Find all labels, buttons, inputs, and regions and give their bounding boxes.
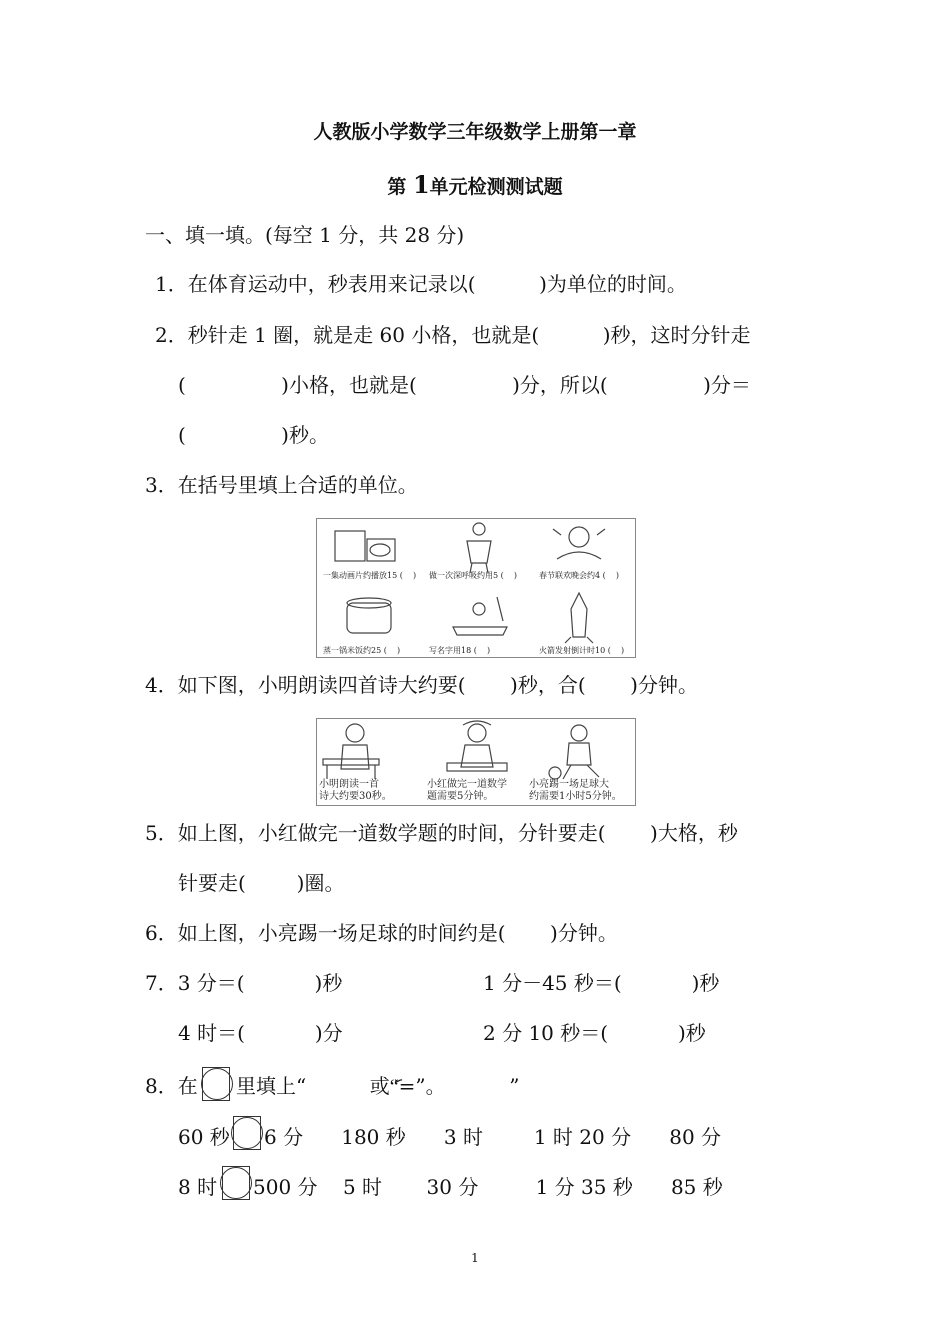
question-2-line1: 2．秒针走 1 圈，就是走 60 小格，也就是( )秒，这时分针走 xyxy=(155,323,751,347)
question-1: 1．在体育运动中，秒表用来记录以( )为单位的时间。 xyxy=(155,272,687,296)
question-2-line3: ( )秒。 xyxy=(178,423,329,447)
question-4: 4．如下图，小明朗读四首诗大约要( )秒，合( )分钟。 xyxy=(145,673,698,697)
question-7-a: 7．3 分＝( )秒 xyxy=(145,971,343,995)
figure-activities xyxy=(316,718,636,806)
question-3: 3．在括号里填上合适的单位。 xyxy=(145,473,418,497)
figure-activities-caption: 诗大约要30秒。 xyxy=(319,791,392,802)
question-8-row1-rest: 6 分 180 秒 3 时 1 时 20 分 80 分 xyxy=(264,1125,722,1149)
figure-units-caption: 火箭发射倒计时10 ( ) xyxy=(539,646,625,655)
figure-units-illustrations xyxy=(317,519,635,657)
answer-circle xyxy=(201,1068,233,1100)
answer-circle xyxy=(220,1167,252,1199)
figure-units-caption: 春节联欢晚会约4 ( ) xyxy=(539,571,620,580)
question-7-d: 2 分 10 秒＝( )秒 xyxy=(483,1021,706,1045)
question-5-line1: 5．如上图，小红做完一道数学题的时间，分针要走( )大格，秒 xyxy=(145,821,738,845)
figure-units-caption: 做一次深呼吸约用5 ( ) xyxy=(429,571,518,580)
title-line1: 人教版小学数学三年级数学上册第一章 xyxy=(313,121,637,143)
figure-activities-caption: 小明朗读一首 xyxy=(319,779,379,790)
question-8-row2-left: 8 时 xyxy=(178,1175,218,1199)
figure-activities-caption: 题需要5分钟。 xyxy=(427,791,494,802)
question-8-row1-left: 60 秒 xyxy=(178,1125,230,1149)
question-5-line2: 针要走( )圈。 xyxy=(178,871,345,895)
figure-activities-caption: 约需要1小时5分钟。 xyxy=(529,791,622,802)
figure-activities-caption: 小红做完一道数学 xyxy=(427,779,507,790)
figure-activities-caption: 小亮踢一场足球大 xyxy=(529,779,609,790)
question-8-prefix: 8．在 xyxy=(145,1074,198,1098)
question-7-b: 1 分－45 秒＝( )秒 xyxy=(483,971,720,995)
question-2-line2: ( )小格，也就是( )分，所以( )分＝ xyxy=(178,373,751,397)
section-heading: 一、填一填。(每空 1 分，共 28 分) xyxy=(145,223,465,247)
question-8-row2-rest: 500 分 5 时 30 分 1 分 35 秒 85 秒 xyxy=(253,1175,723,1199)
question-6: 6．如上图，小亮踢一场足球的时间约是( )分钟。 xyxy=(145,921,618,945)
figure-units xyxy=(316,518,636,658)
title-line2: 第 1单元检测测试题 xyxy=(387,170,563,199)
answer-circle xyxy=(231,1117,263,1149)
figure-units-caption: 一集动画片约播放15 ( ) xyxy=(323,571,417,580)
page-number: 1 xyxy=(471,1251,479,1265)
question-7-c: 4 时＝( )分 xyxy=(178,1021,343,1045)
figure-units-caption: 蒸一锅米饭约25 ( ) xyxy=(323,646,401,655)
question-8-instruction: 里填上“ 或“᷃=”。 ” xyxy=(236,1074,520,1098)
figure-units-caption: 写名字用18 ( ) xyxy=(429,646,491,655)
